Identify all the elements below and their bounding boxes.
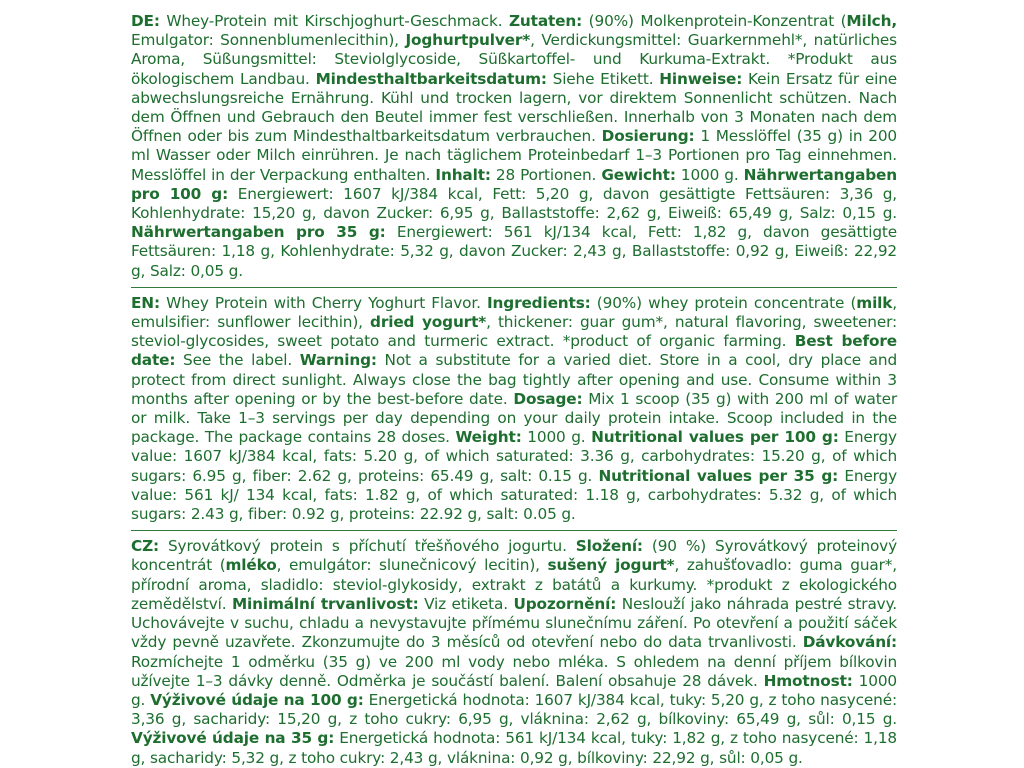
body-text: Energy value: 1607 kJ/384 kcal, fats: 5.20 g, of which saturated: 3.36 g, carbohydrates: 15.20 g, of which sugars: 6.95 g, fiber: 2.62 g, proteins: 65.49 g, salt: 0.15 g.	[131, 428, 897, 485]
body-text: 28 Portionen.	[490, 165, 602, 184]
body-text: Mix 1 scoop (35 g) with 200 ml of water or milk. Take 1–3 servings per day depending on your daily protein intake. Scoop included in the package. The package contains 28 doses.	[131, 389, 897, 447]
bold-heading-text: Milch,	[846, 12, 897, 30]
bold-heading-text: CZ:	[131, 537, 159, 556]
bold-heading-text: Mindesthaltbarkeitsdatum:	[315, 69, 547, 88]
bold-heading-text: Nährwertangaben pro 35 g:	[131, 223, 386, 242]
bold-heading-text: Upozornění:	[513, 594, 617, 613]
bold-heading-text: Weight:	[455, 428, 522, 447]
bold-heading-text: Nährwertangaben pro 100 g:	[131, 165, 898, 203]
bold-heading-text: Složení:	[575, 537, 643, 556]
section-divider	[131, 287, 897, 288]
bold-heading-text: Hinweise:	[659, 69, 743, 88]
body-text: (90 %) Syrovátkový proteinový koncentrát (	[131, 537, 897, 575]
body-text: Kein Ersatz für eine abwechslungsreiche Ernährung. Kühl und trocken lagern, vor direktem Sonnenlicht schützen. Nach dem Öffnen und Gebrauch den Beutel immer fest verschließen. Innerhalb von 3 Monaten nach dem Öffnen oder bis zum Mindesthaltbarkeitsdatum verbrauchen.	[131, 69, 897, 146]
bold-heading-text: Minimální trvanlivost:	[231, 594, 419, 613]
bold-heading-text: Joghurtpulver*	[405, 31, 531, 50]
body-text: , thickener: guar gum*, natural flavoring, sweetener: steviol-glycosides, sweet potato and turmeric extract. *product of organic farming.	[131, 313, 897, 351]
body-text: Siehe Etikett.	[546, 69, 660, 88]
body-text: Energetická hodnota: 1607 kJ/384 kcal, tuky: 5,20 g, z toho nasycené: 3,36 g, sacharidy: 15,20 g, z toho cukry: 6,95 g, vláknina: 2,62 g, bílkoviny: 65,49 g, sůl: 0,15 g.	[131, 690, 897, 729]
body-text: , zahušťovadlo: guma guar*, přírodní aroma, sladidlo: steviol-glykosidy, extrakt z batátů a kurkumy. *produkt z ekologického zemědělství.	[131, 556, 897, 613]
body-text: Neslouží jako náhrada pestré stravy. Uchovávejte v suchu, chladu a nevystavujte přímému slunečnímu záření. Po otevření a použití sáček vždy pevně uzavřete. Zkonzumujte do 3 měsíců od otevření nebo do data trvanlivosti.	[131, 594, 898, 652]
bold-heading-text: Hmotnost:	[763, 671, 853, 690]
bold-heading-text: mléko	[225, 556, 277, 575]
bold-heading-text: Dosierung:	[601, 127, 695, 146]
bold-heading-text: Warning:	[299, 351, 377, 370]
body-text: 1000 g.	[131, 671, 898, 709]
section-divider	[131, 530, 897, 531]
body-text: Rozmíchejte 1 odměrku (35 g) ve 200 ml vody nebo mléka. S ohledem na denní příjem bílkovin užívejte 1–3 dávky denně. Odměrka je součástí balení. Balení obsahuje 28 dávek.	[131, 652, 897, 690]
body-text: (90%) Molkenprotein-Konzentrat (	[582, 12, 847, 30]
body-text: Viz etiketa.	[418, 594, 514, 613]
english-section	[131, 294, 897, 524]
bold-heading-text: Dávkování:	[802, 633, 897, 652]
body-text: Emulgator: Sonnenblumenlecithin),	[131, 31, 406, 50]
bold-heading-text: milk	[856, 293, 893, 312]
body-text: Energy value: 561 kJ/ 134 kcal, fats: 1.82 g, of which saturated: 1.18 g, carbohydrates: 5.32 g, of which sugars: 2.43 g, fiber: 0.92 g, proteins: 22.92 g, salt: 0.05 g.	[131, 466, 897, 524]
german-section	[131, 12, 897, 281]
bold-heading-text: Zutaten:	[508, 12, 583, 30]
body-text: , emulgátor: slunečnicový lecitin),	[276, 556, 548, 575]
body-text: Syrovátkový protein s příchutí třešňového jogurtu.	[159, 537, 576, 556]
bold-heading-text: dried yogurt*	[370, 313, 487, 332]
body-text: 1000 g.	[675, 165, 744, 184]
body-text: Energetická hodnota: 561 kJ/134 kcal, tuky: 1,82 g, z toho nasycené: 1,18 g, sacharidy: 5,32 g, z toho cukry: 2,43 g, vláknina: 0,92 g, bílkoviny: 22,92 g, sůl: 0,05 g.	[131, 729, 897, 767]
czech-section	[131, 537, 897, 767]
bold-heading-text: Best before date:	[131, 332, 897, 370]
bold-heading-text: Výživové údaje na 100 g:	[150, 690, 364, 709]
bold-heading-text: Výživové údaje na 35 g:	[131, 729, 335, 748]
body-text: 1 Messlöffel (35 g) in 200 ml Wasser oder Milch einrühren. Je nach täglichem Proteinbedarf 1–3 Portionen pro Tag einnehmen. Messlöffel in der Verpackung enthalten.	[131, 127, 897, 184]
bold-heading-text: Inhalt:	[435, 165, 491, 184]
body-text: , emulsifier: sunflower lecithin),	[131, 293, 897, 332]
body-text: Not a substitute for a varied diet. Store in a cool, dry place and protect from direct sunlight. Always close the bag tightly after opening and use. Consume within 3 months after opening or by the best-before date.	[131, 351, 897, 408]
body-text: , Verdickungsmittel: Guarkernmehl*, natürliches Aroma, Süßungsmittel: Steviolglycoside, Süßkartoffel- und Kurkuma-Extrakt. *Produkt aus ökologischem Landbau.	[131, 31, 897, 88]
bold-heading-text: Nutritional values per 35 g:	[598, 466, 839, 485]
body-text: 1000 g.	[521, 428, 592, 447]
bold-heading-text: sušený jogurt*	[547, 556, 675, 575]
bold-heading-text: EN:	[131, 293, 160, 312]
bold-heading-text: Gewicht:	[601, 165, 676, 184]
body-text: Whey Protein with Cherry Yoghurt Flavor.	[159, 293, 487, 312]
body-text: (90%) whey protein concentrate (	[590, 293, 857, 312]
bold-heading-text: Dosage:	[513, 389, 583, 408]
body-text: Energiewert: 561 kJ/134 kcal, Fett: 1,82 g, davon gesättigte Fettsäuren: 1,18 g, Kohlenhydrate: 5,32 g, davon Zucker: 2,43 g, Ballaststoffe: 0,92 g, Eiweiß: 22,92 g, Salz: 0,05 g.	[131, 223, 897, 280]
bold-heading-text: Nutritional values per 100 g:	[591, 428, 839, 447]
body-text: Energiewert: 1607 kJ/384 kcal, Fett: 5,20 g, davon gesättigte Fettsäuren: 3,36 g, Kohlenhydrate: 15,20 g, davon Zucker: 6,95 g, Ballaststoffe: 2,62 g, Eiweiß: 65,49 g, Salz: 0,15 g.	[131, 184, 898, 223]
body-text: Whey-Protein mit Kirschjoghurt-Geschmack.	[159, 12, 509, 30]
body-text: See the label.	[175, 351, 300, 370]
bold-heading-text: DE:	[131, 12, 160, 30]
bold-heading-text: Ingredients:	[486, 293, 591, 312]
product-label-text	[131, 12, 897, 768]
